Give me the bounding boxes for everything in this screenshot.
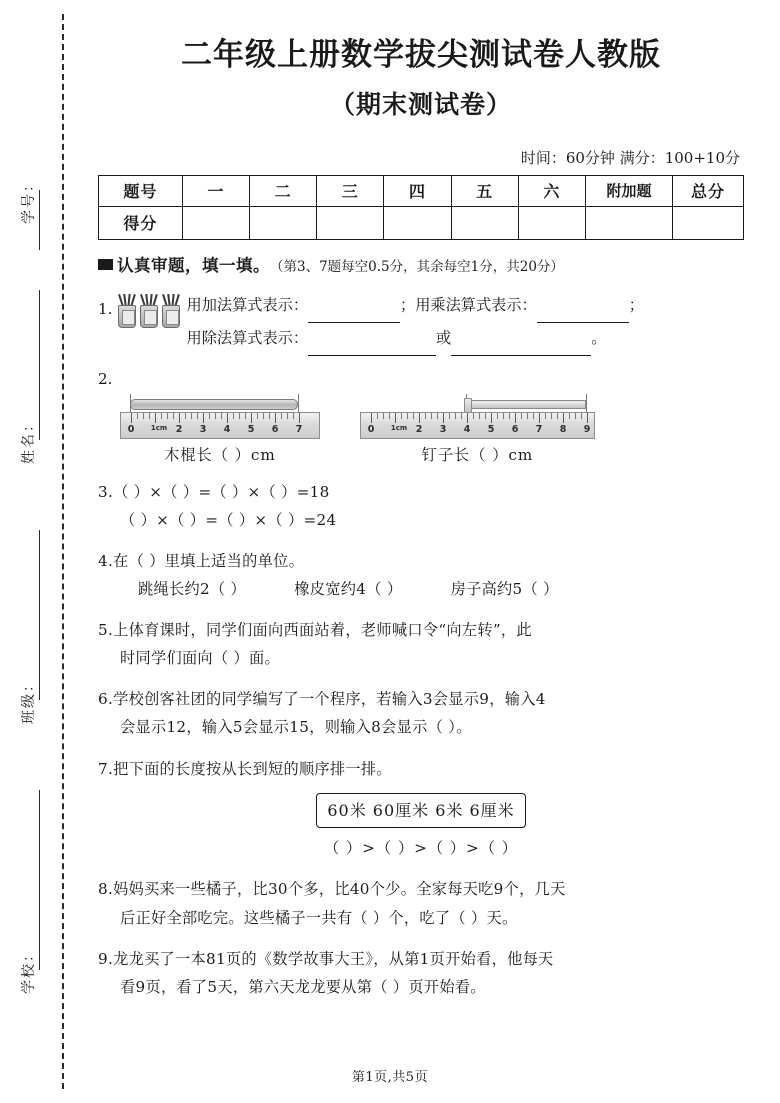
score-cell[interactable] [451, 206, 518, 239]
question-9 [98, 945, 744, 1001]
q6-line2[interactable]: 会显示12，输入5会显示15，则输入8会显示（ ）。 [120, 718, 472, 737]
q1-line1-label-b: ；用乘法算式表示： [400, 295, 537, 314]
question-number: 9. [98, 949, 114, 968]
ruler-tick-label: 2 [415, 423, 423, 435]
ruler-row [98, 390, 744, 465]
ruler-tick-label: 4 [463, 423, 471, 435]
ruler-icon [360, 412, 595, 439]
student-id-label: 学号： [21, 176, 37, 224]
question-3 [98, 478, 744, 534]
nail-length-caption: 钉子长（ ）cm [421, 445, 534, 464]
pen-cup-icon [161, 294, 181, 328]
binding-margin [0, 0, 78, 1103]
question-number: 1. [98, 299, 113, 318]
q8-line2[interactable]: 后正好全部吃完。这些橘子一共有（ ）个，吃了（ ）天。 [120, 908, 518, 927]
question-6 [98, 685, 744, 741]
q4-item-house[interactable]: 房子高约5（ ） [450, 579, 559, 598]
q1-line2-label-b: 或 [436, 328, 452, 347]
table-row [99, 206, 744, 239]
answer-blank[interactable] [308, 290, 400, 323]
score-cell[interactable] [673, 206, 744, 239]
pen-cup-icon [117, 294, 137, 328]
q3-line2[interactable]: （ ）×（ ）=（ ）×（ ）=24 [120, 510, 337, 529]
pen-cup-icon-group [113, 288, 187, 328]
question-7 [98, 755, 744, 863]
q8-line1: 妈妈买来一些橘子，比30个多，比40个少。全家每天吃9个，几天 [113, 880, 566, 899]
question-number: 5. [98, 621, 114, 640]
question-number: 2. [98, 369, 113, 388]
question-5 [98, 616, 744, 672]
margin-rule [39, 790, 40, 970]
table-header-cell: 六 [518, 175, 585, 206]
page-title: 二年级上册数学拔尖测试卷人教版 [181, 37, 661, 73]
q7-compare-blanks[interactable]: （ ）>（ ）>（ ）>（ ） [324, 839, 518, 858]
q1-line1-label-c: ； [628, 295, 644, 314]
ruler-tick-label: 3 [199, 423, 207, 435]
stick-length-caption: 木棍长（ ）cm [164, 445, 276, 464]
answer-blank[interactable] [537, 290, 629, 323]
ruler-tick-label: 9 [583, 423, 591, 435]
class-label: 班级： [21, 676, 37, 724]
exam-meta: 时间：60分钟 满分：100+10分 [520, 148, 740, 167]
measured-object-zone [120, 390, 320, 412]
wooden-stick-icon [130, 399, 298, 410]
question-2 [98, 370, 744, 465]
q6-line1: 学校创客社团的同学编写了一个程序，若输入3会显示9，输入4 [113, 690, 546, 709]
length-options-box: 60米 60厘米 6米 6厘米 [316, 793, 525, 829]
q9-line2[interactable]: 看9页，看了5天，第六天龙龙要从第（ ）页开始看。 [120, 977, 486, 996]
q5-line2[interactable]: 时同学们面向（ ）面。 [120, 649, 281, 668]
ruler-tick-label: 6 [271, 423, 279, 435]
q1-line2-label-a: 用除法算式表示： [186, 328, 308, 347]
section-note: （第3、7题每空0.5分，其余每空1分，共20分） [270, 258, 564, 275]
table-header-cell: 附加题 [586, 175, 673, 206]
ruler-measure-nail [360, 390, 595, 465]
cup-body [118, 305, 136, 328]
ruler-tick-label: 1cm [150, 423, 168, 432]
score-table [98, 175, 744, 240]
q4-item-rope[interactable]: 跳绳长约2（ ） [138, 579, 247, 598]
table-header-cell: 五 [451, 175, 518, 206]
page-subtitle: （期末测试卷） [329, 89, 512, 119]
margin-rule [39, 530, 40, 700]
question-number: 3. [98, 482, 114, 501]
table-header-cell: 总分 [673, 175, 744, 206]
question-1-body [187, 288, 644, 356]
ruler-tick-label: 5 [487, 423, 495, 435]
question-number: 7. [98, 759, 114, 778]
section-marker-icon [98, 259, 113, 270]
table-header-cell: 四 [384, 175, 451, 206]
ruler-tick-label: 7 [535, 423, 543, 435]
ruler-tick-label: 3 [439, 423, 447, 435]
answer-blank[interactable] [308, 323, 436, 356]
ruler-tick-label: 4 [223, 423, 231, 435]
score-cell[interactable] [586, 206, 673, 239]
cup-body [140, 305, 158, 328]
margin-rule [39, 290, 40, 440]
pen-cup-icon [139, 294, 159, 328]
ruler-tick-label: 5 [247, 423, 255, 435]
ruler-icon [120, 412, 320, 439]
question-8 [98, 875, 744, 931]
q1-line2-label-c: 。 [591, 328, 607, 347]
table-header-cell: 三 [317, 175, 384, 206]
ruler-tick-label: 0 [127, 423, 135, 435]
section-header [98, 252, 744, 276]
table-row [99, 175, 744, 206]
school-label: 学校： [21, 946, 37, 994]
q9-line1: 龙龙买了一本81页的《数学故事大王》，从第1页开始看，他每天 [113, 949, 554, 968]
q4-item-eraser[interactable]: 橡皮宽约4（ ） [294, 579, 403, 598]
score-cell[interactable] [518, 206, 585, 239]
question-1 [98, 288, 744, 356]
score-cell[interactable] [182, 206, 249, 239]
question-4 [98, 547, 744, 603]
ruler-tick-label: 0 [367, 423, 375, 435]
score-cell[interactable] [317, 206, 384, 239]
score-cell[interactable] [384, 206, 451, 239]
question-number: 4. [98, 551, 114, 570]
ruler-tick-label: 6 [511, 423, 519, 435]
page-footer: 第1页,共5页 [351, 1070, 429, 1085]
cup-body [162, 305, 180, 328]
binding-dashed-line [62, 14, 64, 1089]
student-name-label: 姓名： [21, 416, 37, 464]
score-cell[interactable] [250, 206, 317, 239]
ruler-tick-label: 7 [295, 423, 303, 435]
section-title: 认真审题，填一填。 [117, 255, 270, 275]
margin-rule [39, 190, 40, 250]
answer-blank[interactable] [451, 323, 591, 356]
table-header-cell: 题号 [99, 175, 183, 206]
q4-items [98, 575, 744, 603]
measured-object-zone [360, 390, 595, 412]
table-header-cell: 一 [182, 175, 249, 206]
q7-box-row [98, 793, 744, 829]
table-header-cell: 二 [250, 175, 317, 206]
table-header-cell: 得分 [99, 206, 183, 239]
exam-page [78, 0, 780, 1103]
ruler-tick-label: 1cm [390, 423, 408, 432]
q5-line1: 上体育课时，同学们面向西面站着，老师喊口令“向左转”，此 [113, 621, 532, 640]
ruler-tick-label: 2 [175, 423, 183, 435]
q3-line1[interactable]: （ ）×（ ）=（ ）×（ ）=18 [113, 482, 330, 501]
ruler-measure-stick [120, 390, 320, 465]
q4-text[interactable]: 在（ ）里填上适当的单位。 [113, 551, 305, 570]
q1-line1-label-a: 用加法算式表示： [186, 295, 308, 314]
ruler-tick-label: 8 [559, 423, 567, 435]
nail-icon [466, 400, 586, 409]
q7-text: 把下面的长度按从长到短的顺序排一排。 [113, 759, 392, 778]
question-number: 6. [98, 690, 114, 709]
question-number: 8. [98, 880, 114, 899]
